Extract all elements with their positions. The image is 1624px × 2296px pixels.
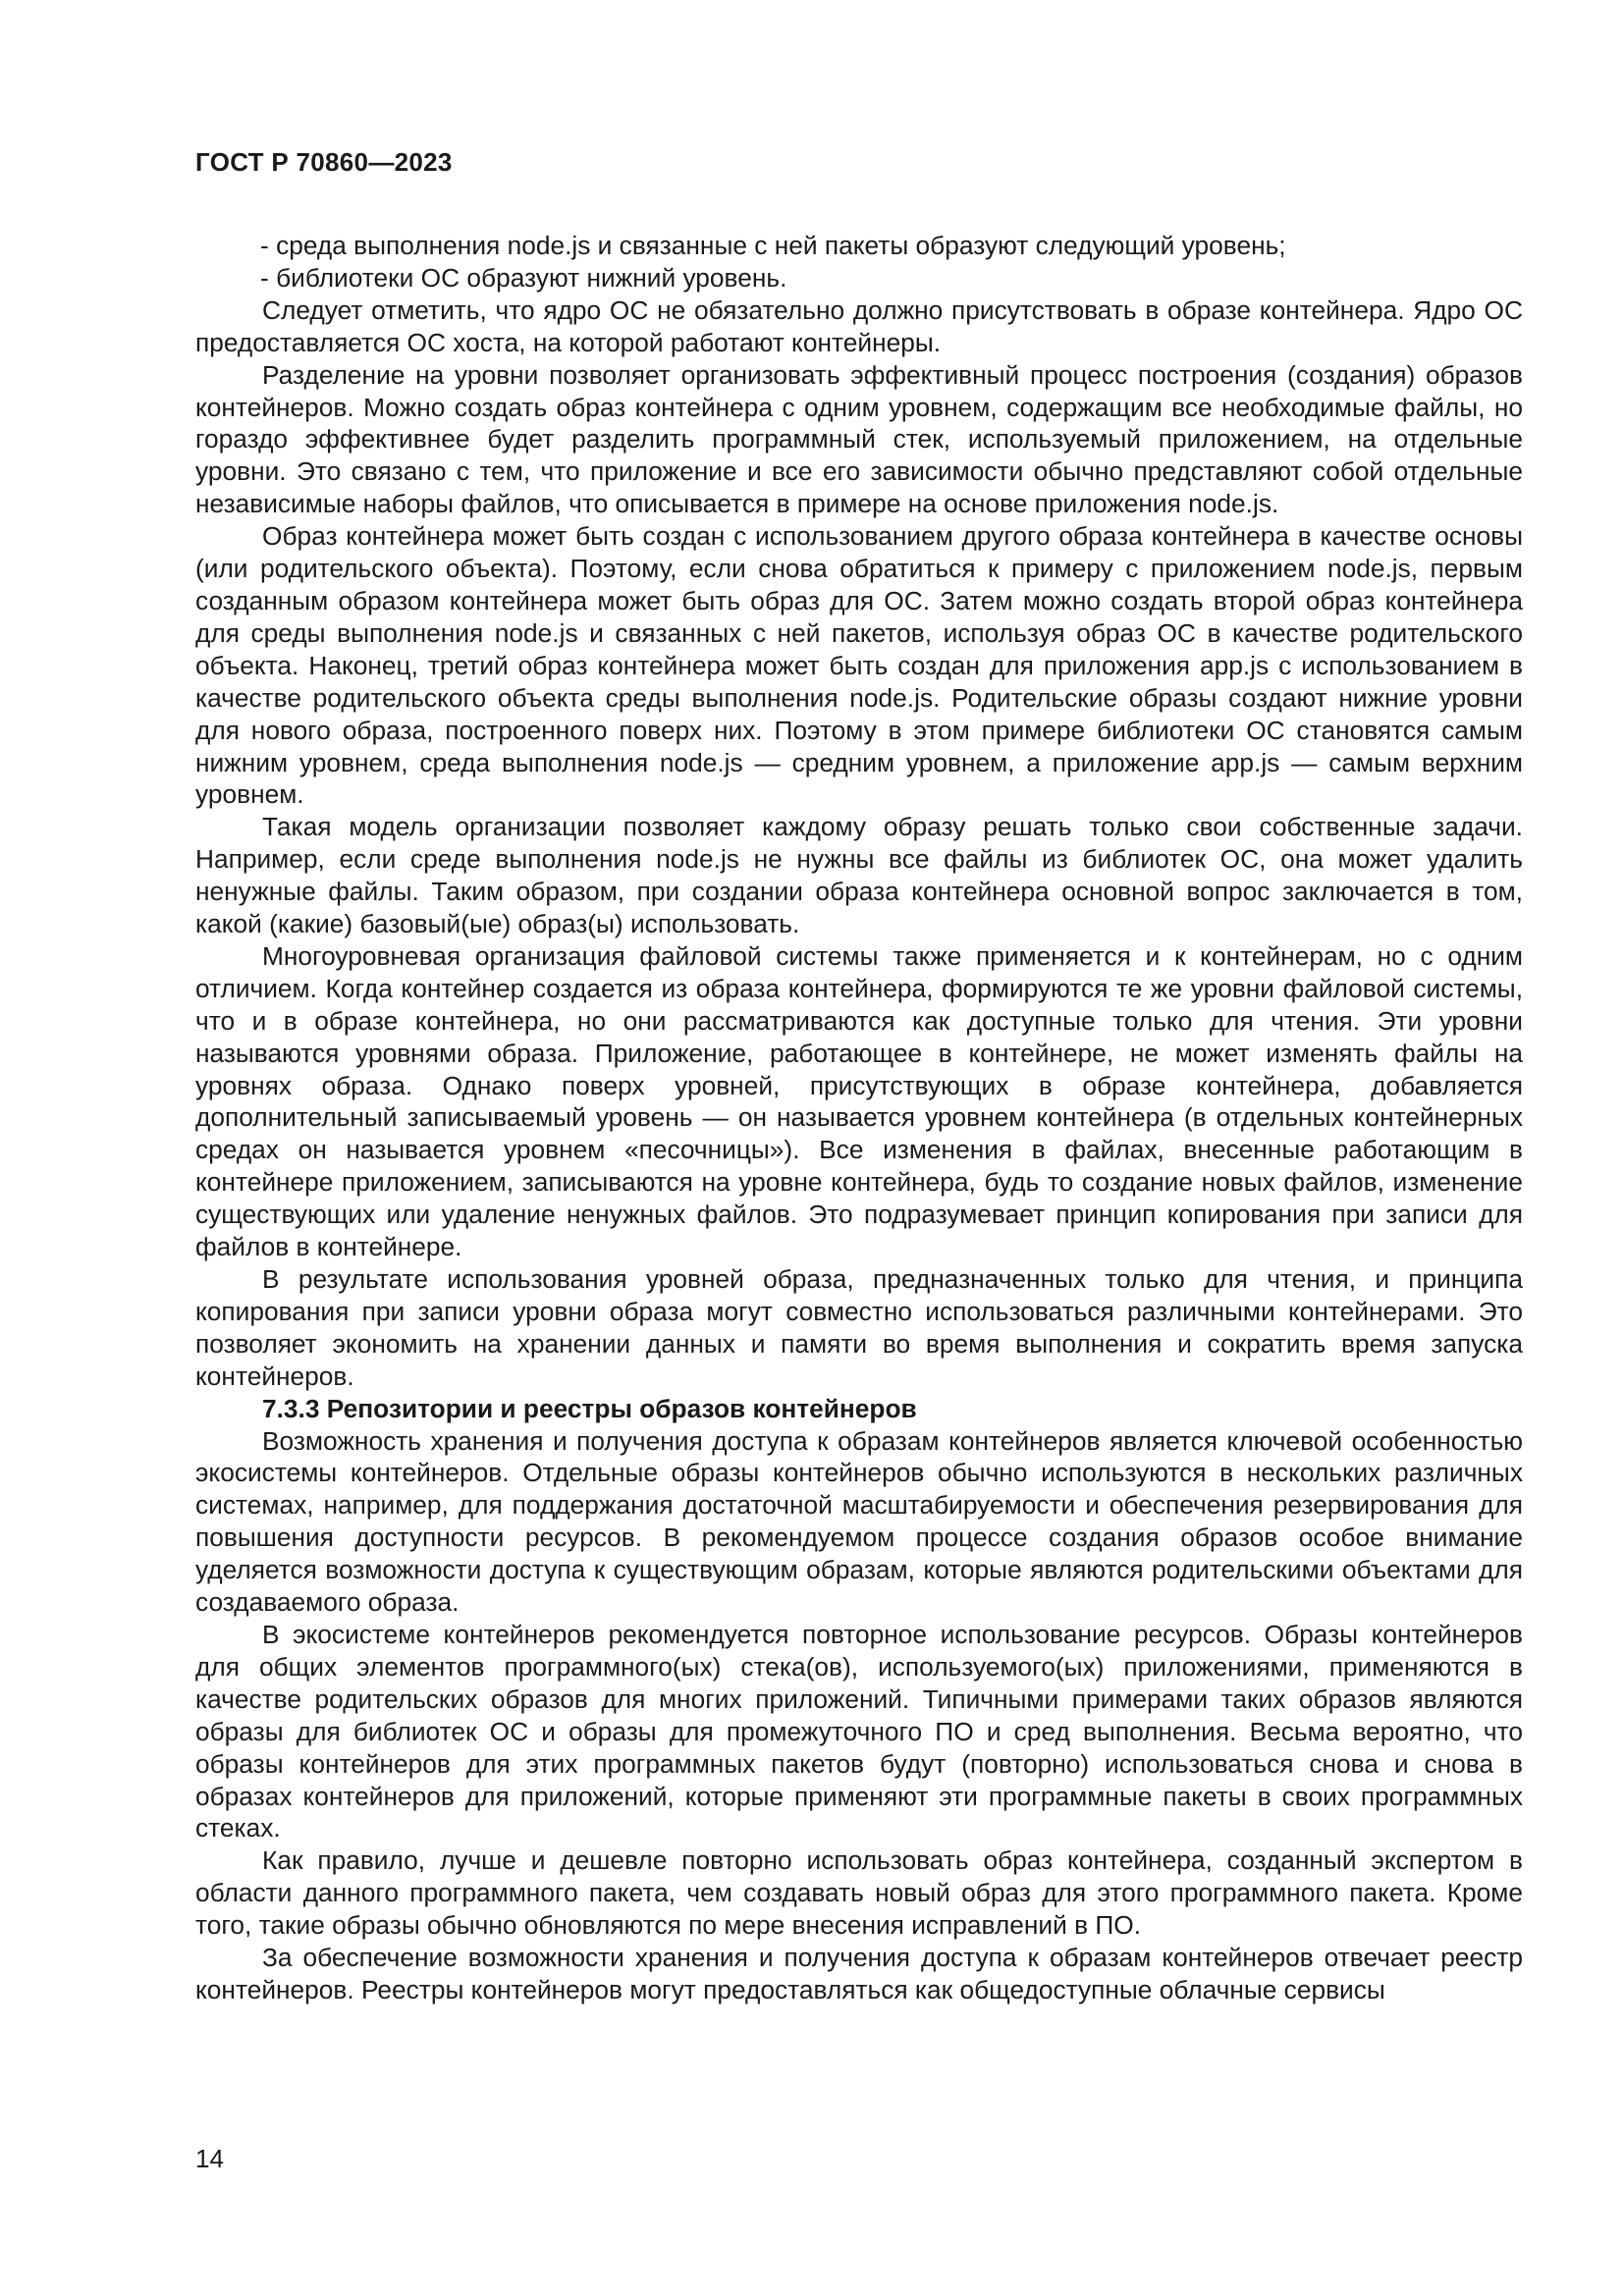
paragraph: В результате использования уровней образа, предназначенных только для чтения, и принципа копирования при записи уровни образа могут совместно использоваться различными контейнерами. Это позволяет экономить на хранении данных и памяти во время выполнения и сократить время запуска контейнеров. [195, 1264, 1523, 1391]
paragraph: Как правило, лучше и дешевле повторно использовать образ контейнера, созданный экспертом в области данного программного пакета, чем создавать новый образ для этого программного пакета. Кроме того, такие образы обычно обновляются по мере внесения исправлений в ПО. [195, 1845, 1523, 1941]
list-item: - библиотеки ОС образуют нижний уровень. [260, 262, 787, 293]
section-heading: 7.3.3 Репозитории и реестры образов контейнеров [262, 1393, 917, 1423]
document-header: ГОСТ Р 70860—2023 [195, 147, 453, 177]
paragraph: В экосистеме контейнеров рекомендуется повторное использование ресурсов. Образы контейнеров для общих элементов программного(ых) стека(ов), используемого(ых) приложениями, применяются в качестве родительских образов для многих приложений. Типичными примерами таких образов являются образы для библиотек ОС и образы для промежуточного ПО и сред выполнения. Весьма вероятно, что образы контейнеров для этих программных пакетов будут (повторно) использоваться снова и снова в образах контейнеров для приложений, которые применяют эти программные пакеты в своих программных стеках. [195, 1619, 1523, 1843]
paragraph: Разделение на уровни позволяет организовать эффективный процесс построения (создания) образов контейнеров. Можно создать образ контейнера с одним уровнем, содержащим все необходимые файлы, но гораздо эффективнее будет разделить программный стек, используемый приложением, на отдельные уровни. Это связано с тем, что приложение и все его зависимости обычно представляют собой отдельные независимые наборы файлов, что описывается в примере на основе приложения node.js. [195, 359, 1523, 519]
paragraph: Образ контейнера может быть создан с использованием другого образа контейнера в качестве основы (или родительского объекта). Поэтому, если снова обратиться к примеру с приложением node.js, первым созданным образом контейнера может быть образ для ОС. Затем можно создать второй образ контейнера для среды выполнения node.js и связанных с ней пакетов, используя образ ОС в качестве родительского объекта. Наконец, третий образ контейнера может быть создан для приложения app.js с использованием в качестве родительского объекта среды выполнения node.js. Родительские образы создают нижние уровни для нового образа, построенного поверх них. Поэтому в этом примере библиотеки ОС становятся самым нижним уровнем, среда выполнения node.js — средним уровнем, а приложение app.js — самым верхним уровнем. [195, 521, 1523, 810]
list-item: - среда выполнения node.js и связанные с ней пакеты образуют следующий уровень; [260, 231, 1286, 260]
page-number: 14 [195, 2144, 224, 2173]
paragraph: Следует отметить, что ядро ОС не обязательно должно присутствовать в образе контейнера. Ядро ОС предоставляется ОС хоста, на которой работают контейнеры. [195, 294, 1523, 357]
paragraph: За обеспечение возможности хранения и получения доступа к образам контейнеров отвечает реестр контейнеров. Реестры контейнеров могут предоставляться как общедоступные облачные сервисы [195, 1943, 1523, 2004]
paragraph: Такая модель организации позволяет каждому образу решать только свои собственные задачи. Например, если среде выполнения node.js не нужны все файлы из библиотек ОС, она может удалить ненужные файлы. Таким образом, при создании образа контейнера основной вопрос заключается в том, какой (какие) базовый(ые) образ(ы) использовать. [195, 812, 1523, 939]
document-body [195, 230, 1523, 2006]
paragraph: Многоуровневая организация файловой системы также применяется и к контейнерам, но с одним отличием. Когда контейнер создается из образа контейнера, формируются те же уровни файловой системы, что и в образе контейнера, но они рассматриваются как доступные только для чтения. Эти уровни называются уровнями образа. Приложение, работающее в контейнере, не может изменять файлы на уровнях образа. Однако поверх уровней, присутствующих в образе контейнера, добавляется дополнительный записываемый уровень — он называется уровнем контейнера (в отдельных контейнерных средах он называется уровнем «песочницы»). Все изменения в файлах, внесенные работающим в контейнере приложением, записываются на уровне контейнера, будь то создание новых файлов, изменение существующих или удаление ненужных файлов. Это подразумевает принцип копирования при записи для файлов в контейнере. [195, 940, 1523, 1262]
paragraph: Возможность хранения и получения доступа к образам контейнеров является ключевой особенностью экосистемы контейнеров. Отдельные образы контейнеров обычно используются в нескольких различных системах, например, для поддержания достаточной масштабируемости и обеспечения резервирования для повышения доступности ресурсов. В рекомендуемом процессе создания образов особое внимание уделяется возможности доступа к существующим образам, которые являются родительскими объектами для создаваемого образа. [195, 1425, 1523, 1618]
